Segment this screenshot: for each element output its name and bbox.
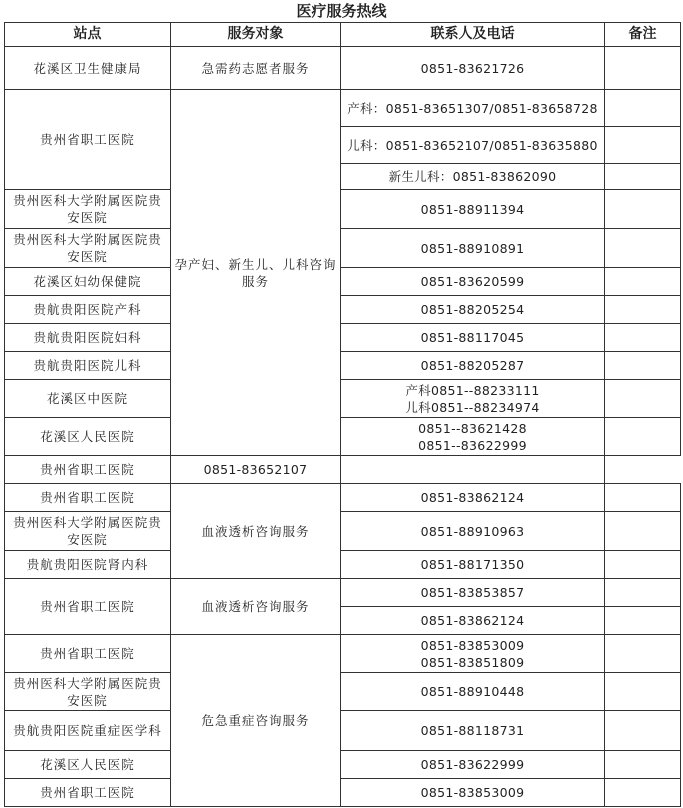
hotline-table xyxy=(4,22,681,807)
phone-cell[interactable]: 新生儿科：0851-83862090 xyxy=(341,164,605,190)
phone-line: 0851-83851809 xyxy=(420,654,525,670)
table-row xyxy=(5,456,681,484)
table-row xyxy=(5,324,681,352)
service-cell: 血液透析咨询服务 xyxy=(171,579,341,635)
phone-cell[interactable]: 0851-83862124 xyxy=(341,607,605,635)
phone-cell[interactable]: 0851-88171350 xyxy=(341,551,605,579)
note-cell xyxy=(605,579,681,607)
service-cell: 血液透析咨询服务 xyxy=(171,484,341,579)
phone-cell[interactable]: 0851-88910448 xyxy=(341,673,605,711)
phone-cell[interactable] xyxy=(341,418,605,456)
phone-cell[interactable]: 0851-88205254 xyxy=(341,296,605,324)
table-row xyxy=(5,779,681,807)
note-cell xyxy=(605,127,681,164)
table-row xyxy=(5,47,681,90)
phone-cell[interactable]: 0851-88205287 xyxy=(341,352,605,380)
site-cell: 花溪区人民医院 xyxy=(5,751,171,779)
note-cell xyxy=(605,380,681,418)
table-row xyxy=(5,90,681,127)
note-cell xyxy=(605,484,681,512)
service-cell: 孕产妇、新生儿、儿科咨询服务 xyxy=(171,90,341,456)
table-row xyxy=(5,673,681,711)
phone-cell[interactable]: 0851-83862124 xyxy=(341,484,605,512)
site-cell: 贵州省职工医院 xyxy=(5,579,171,635)
note-cell xyxy=(605,90,681,127)
header-site: 站点 xyxy=(5,23,171,47)
site-cell: 贵州省职工医院 xyxy=(5,484,171,512)
site-cell: 贵航贵阳医院儿科 xyxy=(5,352,171,380)
site-cell: 贵州省职工医院 xyxy=(5,635,171,673)
site-cell: 花溪区卫生健康局 xyxy=(5,47,171,90)
table-row xyxy=(5,751,681,779)
table-row xyxy=(5,551,681,579)
note-cell xyxy=(605,779,681,807)
site-cell: 贵州医科大学附属医院贵安医院 xyxy=(5,673,171,711)
service-cell: 急需药志愿者服务 xyxy=(171,47,341,90)
note-cell xyxy=(605,296,681,324)
note-cell xyxy=(605,673,681,711)
note-cell xyxy=(605,164,681,190)
note-cell xyxy=(605,324,681,352)
site-cell: 贵航贵阳医院妇科 xyxy=(5,324,171,352)
site-cell: 贵航贵阳医院产科 xyxy=(5,296,171,324)
phone-cell[interactable]: 0851-88117045 xyxy=(341,324,605,352)
phone-cell[interactable]: 儿科：0851-83652107/0851-83635880 xyxy=(341,127,605,164)
page-title: 医疗服务热线 xyxy=(296,2,387,20)
table-row xyxy=(5,352,681,380)
note-cell xyxy=(605,190,681,229)
phone-cell[interactable]: 0851-83621726 xyxy=(341,47,605,90)
note-cell xyxy=(605,711,681,751)
note-cell xyxy=(605,268,681,296)
table-row xyxy=(5,229,681,268)
phone-cell[interactable]: 产科：0851-83651307/0851-83658728 xyxy=(341,90,605,127)
phone-line: 儿科0851--88234974 xyxy=(405,399,540,415)
phone-cell[interactable]: 0851-83620599 xyxy=(341,268,605,296)
table-row xyxy=(5,418,681,456)
phone-cell[interactable] xyxy=(341,380,605,418)
note-cell xyxy=(605,635,681,673)
phone-line: 0851--83621428 xyxy=(418,420,527,436)
site-cell: 贵州省职工医院 xyxy=(5,456,171,484)
site-cell: 贵州省职工医院 xyxy=(5,779,171,807)
note-cell xyxy=(605,551,681,579)
table-row xyxy=(5,711,681,751)
note-cell xyxy=(605,47,681,90)
note-cell xyxy=(605,751,681,779)
site-cell: 贵航贵阳医院肾内科 xyxy=(5,551,171,579)
phone-line: 0851--83622999 xyxy=(418,437,527,453)
header-note: 备注 xyxy=(605,23,681,47)
phone-cell[interactable]: 0851-83622999 xyxy=(341,751,605,779)
phone-cell[interactable]: 0851-88910891 xyxy=(341,229,605,268)
phone-cell[interactable]: 0851-83853009 xyxy=(341,779,605,807)
table-row xyxy=(5,579,681,607)
table-row xyxy=(5,512,681,551)
site-cell: 花溪区中医院 xyxy=(5,380,171,418)
note-cell xyxy=(605,607,681,635)
header-service: 服务对象 xyxy=(171,23,341,47)
phone-cell[interactable]: 0851-88911394 xyxy=(341,190,605,229)
table-row xyxy=(5,380,681,418)
table-row xyxy=(5,296,681,324)
site-cell: 贵州医科大学附属医院贵安医院 xyxy=(5,512,171,551)
site-cell: 贵航贵阳医院重症医学科 xyxy=(5,711,171,751)
table-row xyxy=(5,484,681,512)
table-row xyxy=(5,635,681,673)
phone-cell[interactable]: 0851-88118731 xyxy=(341,711,605,751)
service-cell: 危急重症咨询服务 xyxy=(171,635,341,807)
phone-line: 产科0851--88233111 xyxy=(405,382,540,398)
site-cell: 贵州医科大学附属医院贵安医院 xyxy=(5,190,171,229)
site-cell: 花溪区人民医院 xyxy=(5,418,171,456)
note-cell xyxy=(605,229,681,268)
note-cell xyxy=(605,352,681,380)
site-cell: 贵州省职工医院 xyxy=(5,90,171,190)
phone-cell[interactable]: 0851-83652107 xyxy=(171,456,341,484)
note-cell xyxy=(341,456,605,484)
table-row xyxy=(5,268,681,296)
table-row xyxy=(5,190,681,229)
phone-cell[interactable]: 0851-88910963 xyxy=(341,512,605,551)
header-contact: 联系人及电话 xyxy=(341,23,605,47)
header-row xyxy=(5,23,681,47)
phone-cell[interactable] xyxy=(341,635,605,673)
site-cell: 贵州医科大学附属医院贵安医院 xyxy=(5,229,171,268)
note-cell xyxy=(605,512,681,551)
phone-line: 0851-83853009 xyxy=(420,637,525,653)
note-cell xyxy=(605,418,681,456)
site-cell: 花溪区妇幼保健院 xyxy=(5,268,171,296)
phone-cell[interactable]: 0851-83853857 xyxy=(341,579,605,607)
